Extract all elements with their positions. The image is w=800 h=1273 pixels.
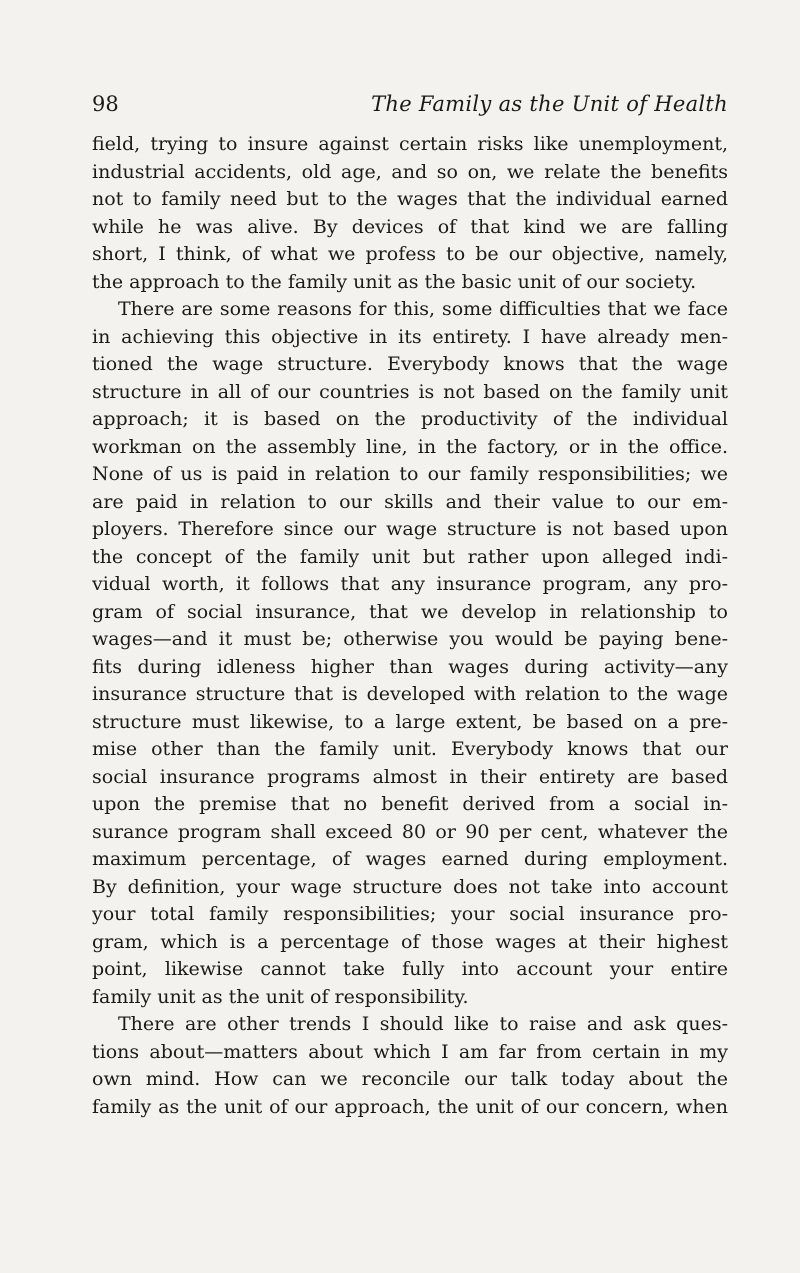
running-head [92,92,728,126]
text-line: fits during idleness higher than wages during activity—any [92,655,728,678]
text-line: are paid in relation to our skills and their value to our em- [92,490,728,513]
text-line: while he was alive. By devices of that kind we are falling [92,215,728,238]
text-line: maximum percentage, of wages earned during employment. [92,848,728,870]
text-line: wages—and it must be; otherwise you would be paying bene- [92,628,728,650]
text-line: the concept of the family unit but rather upon alleged indi- [92,545,728,568]
text-line: surance program shall exceed 80 or 90 per cent, whatever the [92,820,728,843]
text-line: own mind. How can we reconcile our talk today about the [92,1068,728,1090]
text-line: tions about—matters about which I am far from certain in my [92,1040,728,1063]
text-line: industrial accidents, old age, and so on, we relate the benefits [92,160,728,183]
text-line: family unit as the unit of responsibility. [92,985,469,1008]
text-line: in achieving this objective in its entirety. I have already men- [92,325,728,348]
text-line: short, I think, of what we profess to be our objective, namely, [92,243,728,265]
text-line: structure in all of our countries is not based on the family unit [92,380,728,403]
running-title: The Family as the Unit of Health [371,92,728,116]
text-line: By definition, your wage structure does not take into account [92,875,728,898]
text-line: not to family need but to the wages that the individual earned [92,188,728,210]
text-line: field, trying to insure against certain risks like unemployment, [92,133,728,155]
text-line: gram, which is a percentage of those wages at their highest [92,930,728,953]
text-line: your total family responsibilities; your social insurance pro- [92,903,728,925]
text-line: workman on the assembly line, in the factory, or in the office. [92,435,728,458]
body-text [92,131,728,1121]
text-line: point, likewise cannot take fully into account your entire [92,958,728,980]
text-line: There are some reasons for this, some difficulties that we face [118,298,728,320]
text-line: the approach to the family unit as the basic unit of our society. [92,270,697,293]
text-line: family as the unit of our approach, the unit of our concern, when [92,1095,728,1118]
text-line: insurance structure that is developed with relation to the wage [92,683,728,705]
text-line: upon the premise that no benefit derived from a social in- [92,793,728,815]
text-line: approach; it is based on the productivity of the individual [92,408,728,430]
text-line: mise other than the family unit. Everybody knows that our [92,738,728,760]
text-line: structure must likewise, to a large extent, be based on a pre- [92,710,728,733]
text-line: social insurance programs almost in their entirety are based [92,765,728,788]
text-line: tioned the wage structure. Everybody knows that the wage [92,353,728,375]
text-line: ployers. Therefore since our wage structure is not based upon [92,518,728,540]
text-line: gram of social insurance, that we develop in relationship to [92,600,728,623]
text-line: None of us is paid in relation to our family responsibilities; we [92,463,728,485]
page-number: 98 [92,92,119,116]
text-line: vidual worth, it follows that any insurance program, any pro- [92,573,728,595]
text-line: There are other trends I should like to raise and ask ques- [118,1013,728,1035]
